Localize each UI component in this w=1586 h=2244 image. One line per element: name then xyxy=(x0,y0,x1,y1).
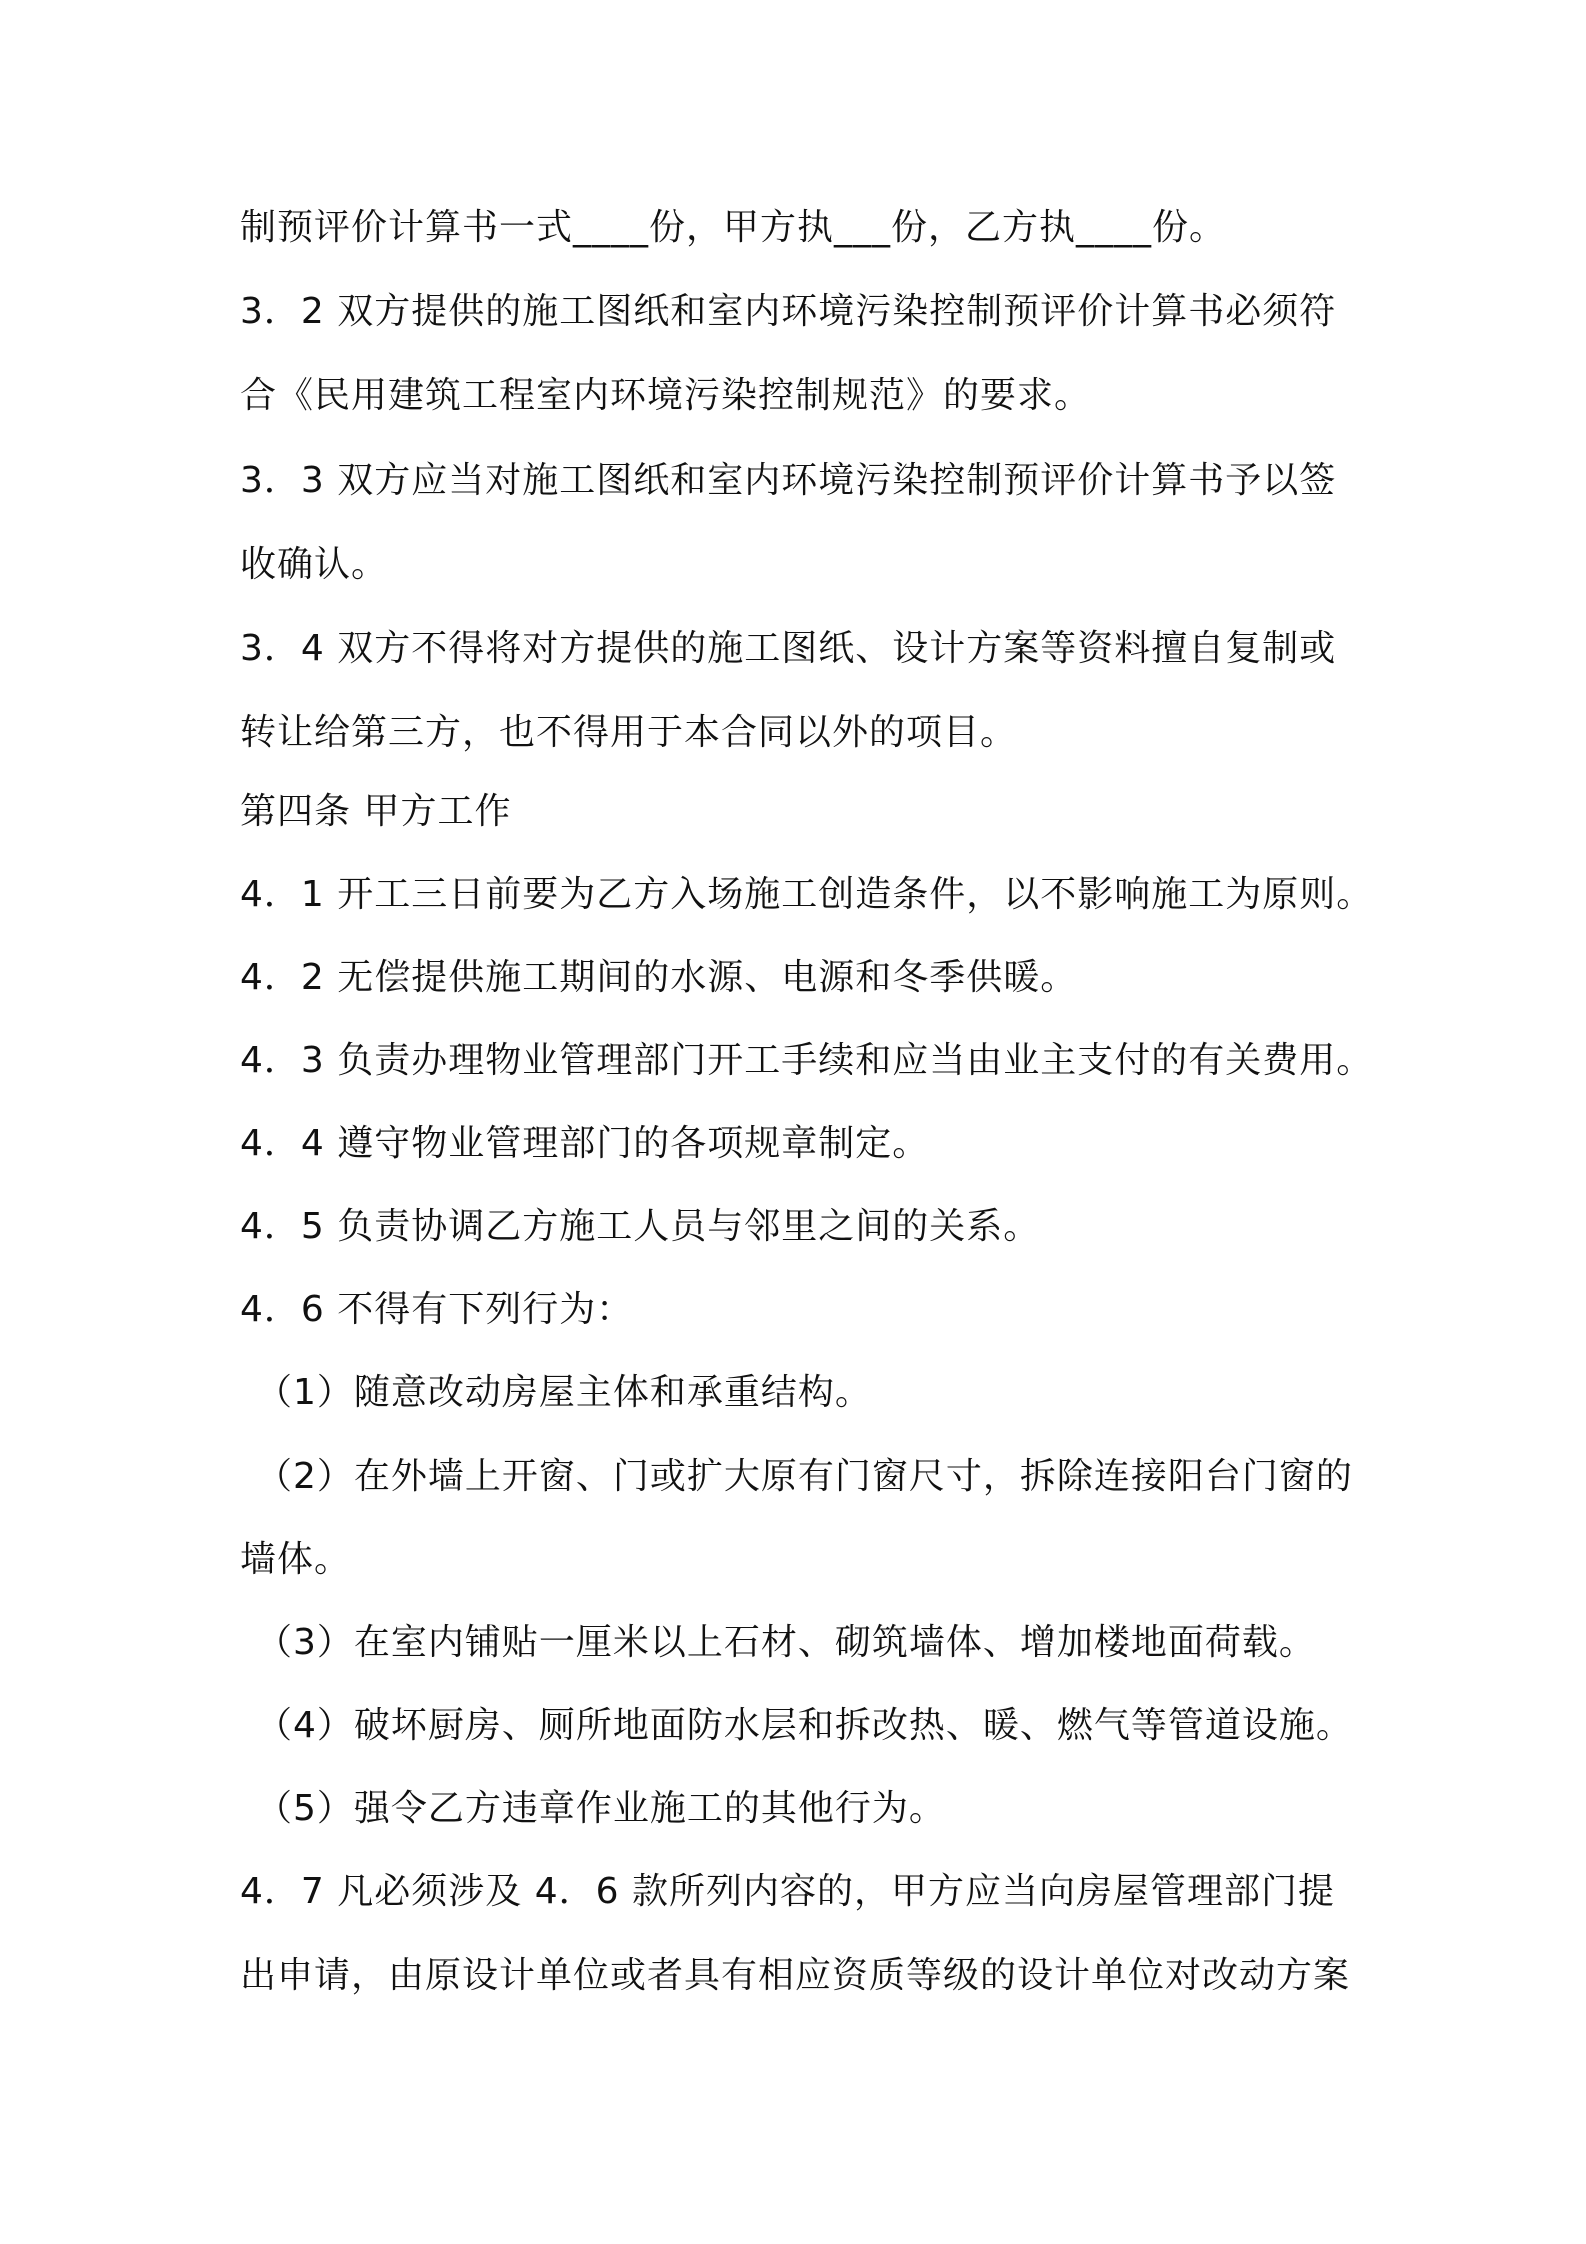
text-line: 制预评价计算书一式____份，甲方执___份，乙方执____份。 xyxy=(240,207,1227,248)
text-line: 4．3 负责办理物业管理部门开工手续和应当由业主支付的有关费用。 xyxy=(240,1040,1374,1081)
list-item: （3）在室内铺贴一厘米以上石材、砌筑墙体、增加楼地面荷载。 xyxy=(256,1622,1316,1663)
list-item: （1）随意改动房屋主体和承重结构。 xyxy=(256,1372,872,1413)
text-line: 合《民用建筑工程室内环境污染控制规范》的要求。 xyxy=(240,375,1092,416)
text-line: 4．7 凡必须涉及 4．6 款所列内容的，甲方应当向房屋管理部门提 xyxy=(240,1871,1335,1912)
text-line: 4．5 负责协调乙方施工人员与邻里之间的关系。 xyxy=(240,1206,1041,1247)
section-heading: 第四条 甲方工作 xyxy=(240,791,512,832)
text-line: 出申请，由原设计单位或者具有相应资质等级的设计单位对改动方案 xyxy=(240,1955,1351,1996)
text-line: 3．4 双方不得将对方提供的施工图纸、设计方案等资料擅自复制或 xyxy=(240,628,1337,669)
list-item: （2）在外墙上开窗、门或扩大原有门窗尺寸，拆除连接阳台门窗的 xyxy=(256,1456,1353,1497)
text-line: 4．4 遵守物业管理部门的各项规章制定。 xyxy=(240,1123,930,1164)
text-line: 转让给第三方，也不得用于本合同以外的项目。 xyxy=(240,712,1018,753)
text-line: 3．2 双方提供的施工图纸和室内环境污染控制预评价计算书必须符 xyxy=(240,291,1337,332)
text-line: 收确认。 xyxy=(240,544,389,585)
list-item: （5）强令乙方违章作业施工的其他行为。 xyxy=(256,1788,946,1829)
list-item: （4）破坏厨房、厕所地面防水层和拆改热、暖、燃气等管道设施。 xyxy=(256,1705,1353,1746)
text-line: 4．2 无偿提供施工期间的水源、电源和冬季供暖。 xyxy=(240,957,1078,998)
text-line: 4．6 不得有下列行为： xyxy=(240,1289,634,1330)
text-line: 墙体。 xyxy=(240,1539,352,1580)
text-line: 3．3 双方应当对施工图纸和室内环境污染控制预评价计算书予以签 xyxy=(240,460,1337,501)
text-line: 4．1 开工三日前要为乙方入场施工创造条件，以不影响施工为原则。 xyxy=(240,874,1374,915)
